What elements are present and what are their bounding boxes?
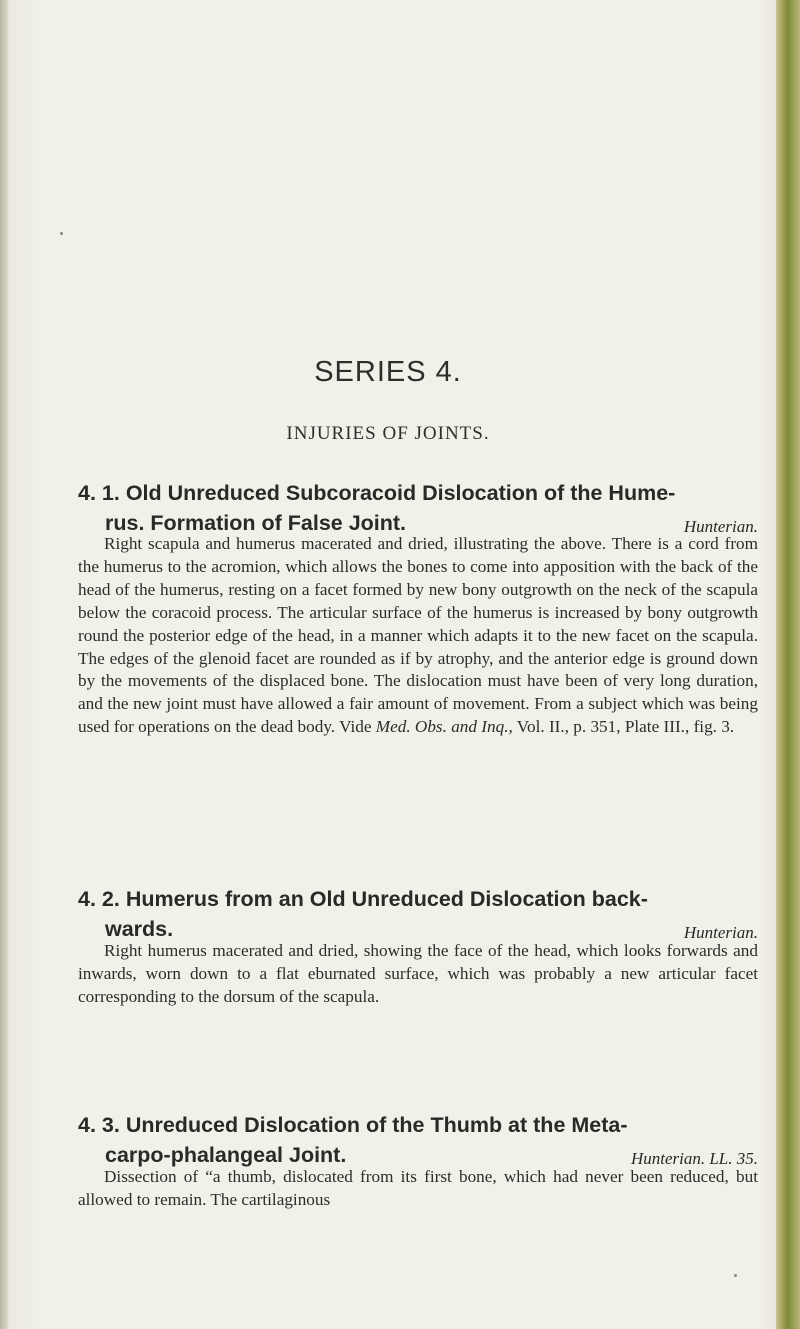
entry-body-4-2 xyxy=(78,940,758,1009)
section-title: INJURIES OF JOINTS. xyxy=(286,423,490,444)
entry-source: Hunterian. xyxy=(683,923,758,942)
entry-source: Hunterian. LL. 35. xyxy=(630,1149,758,1168)
entry-source: Hunterian. xyxy=(683,517,758,536)
entry-title-line2: rus. Formation of False Joint. xyxy=(105,511,407,535)
paper-speck xyxy=(60,232,63,235)
entry-number: 4. 1. xyxy=(78,481,120,505)
entry-title-line1: Old Unreduced Subcoracoid Dislocation of the Hume- xyxy=(125,481,676,505)
entry-title-line2: wards. xyxy=(105,917,174,941)
entry-title-line1: Humerus from an Old Unreduced Dislocation back- xyxy=(125,887,648,911)
entry-body-text-end: Vol. II., p. 351, Plate III., fig. 3. xyxy=(512,717,735,737)
entry-number: 4. 2. xyxy=(78,887,120,911)
entry-title-4-3 xyxy=(78,1110,758,1174)
entry-body-text: Right humerus macerated and dried, showing the face of the head, which looks forwards and inwards, worn down to a flat eburnated surface, which was probably a new articular facet corresponding to the dorsum of the scapula. xyxy=(78,941,758,1006)
entry-title-4-2 xyxy=(78,884,758,948)
entry-title-line1: Unreduced Dislocation of the Thumb at the Meta- xyxy=(125,1113,628,1137)
entry-body-4-1 xyxy=(78,533,758,739)
paper-speck xyxy=(734,1274,737,1277)
entry-body-reference: Med. Obs. and Inq., xyxy=(375,717,513,737)
entry-body-4-3 xyxy=(78,1166,758,1212)
entry-body-text: Dissection of “a thumb, dislocated from its first bone, which had never been reduced, but allowed to remain. The cartilaginous xyxy=(78,1167,758,1209)
page-left-edge xyxy=(0,0,8,1329)
entry-body-text: Right scapula and humerus macerated and dried, illustrating the above. There is a cord from the humerus to the acromion, which allows the bones to come into apposition with the back of the head of the humerus, resting on a facet formed by new bony outgrowth on the neck of the scapula below the coracoid process. The articular surface of the humerus is increased by bony outgrowth round the posterior edge of the head, in a manner which adapts it to the new facet on the scapula. The edges of the glenoid facet are rounded as if by atrophy, and the anterior edge is ground down by the movements of the displaced bone. The dislocation must have been of very long duration, and the new joint must have allowed a fair amount of movement. From a subject which was being used for operations on the dead body. Vide xyxy=(78,534,758,737)
page-right-edge xyxy=(776,0,800,1329)
series-title: SERIES 4. xyxy=(314,356,462,388)
entry-title-line2: carpo-phalangeal Joint. xyxy=(105,1143,347,1167)
entry-number: 4. 3. xyxy=(78,1113,120,1137)
